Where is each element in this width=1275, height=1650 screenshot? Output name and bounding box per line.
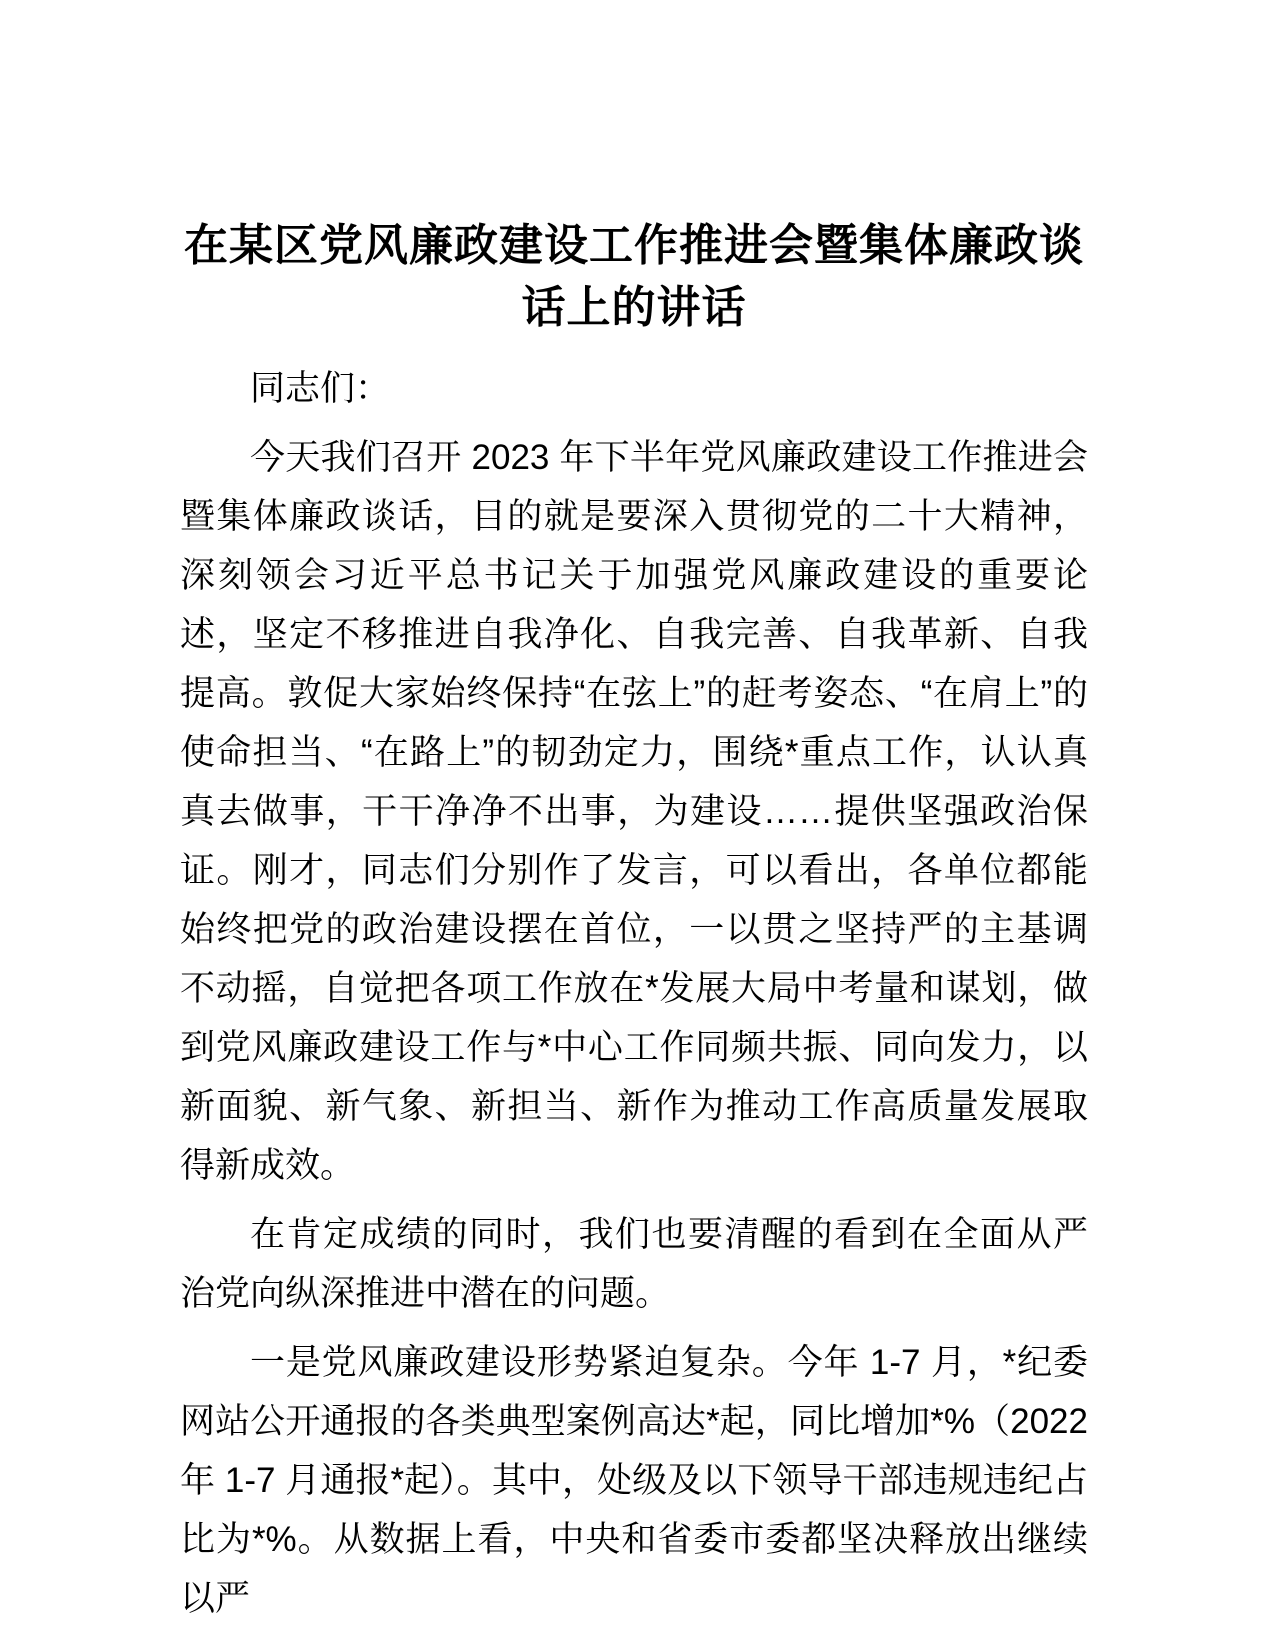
document-title: 在某区党风廉政建设工作推进会暨集体廉政谈话上的讲话 bbox=[184, 221, 1084, 332]
body-paragraph-3: 一是党风廉政建设形势紧迫复杂。今年 1-7 月，*纪委网站公开通报的各类典型案例高达*起，同比增加*%（2022 年 1-7 月通报*起）。其中，处级及以下领导干部违规违纪占比为*%。从数据上看，中央和省委市委都坚决释放出继续以严 bbox=[180, 1343, 1088, 1618]
salutation-paragraph: 同志们： bbox=[250, 369, 391, 408]
body-paragraph-2: 在肯定成绩的同时，我们也要清醒的看到在全面从严治党向纵深推进中潜在的问题。 bbox=[180, 1215, 1088, 1313]
body-paragraph-1: 今天我们召开 2023 年下半年党风廉政建设工作推进会暨集体廉政谈话，目的就是要深入贯彻党的二十大精神，深刻领会习近平总书记关于加强党风廉政建设的重要论述，坚定不移推进自我净化、自我完善、自我革新、自我提高。敦促大家始终保持“在弦上”的赶考姿态、“在肩上”的使命担当、“在路上”的韧劲定力，围绕*重点工作，认认真真去做事，干干净净不出事，为建设……提供坚强政治保证。刚才，同志们分别作了发言，可以看出，各单位都能始终把党的政治建设摆在首位，一以贯之坚持严的主基调不动摇，自觉把各项工作放在*发展大局中考量和谋划，做到党风廉政建设工作与*中心工作同频共振、同向发力，以新面貌、新气象、新担当、新作为推动工作高质量发展取得新成效。 bbox=[180, 438, 1088, 1185]
